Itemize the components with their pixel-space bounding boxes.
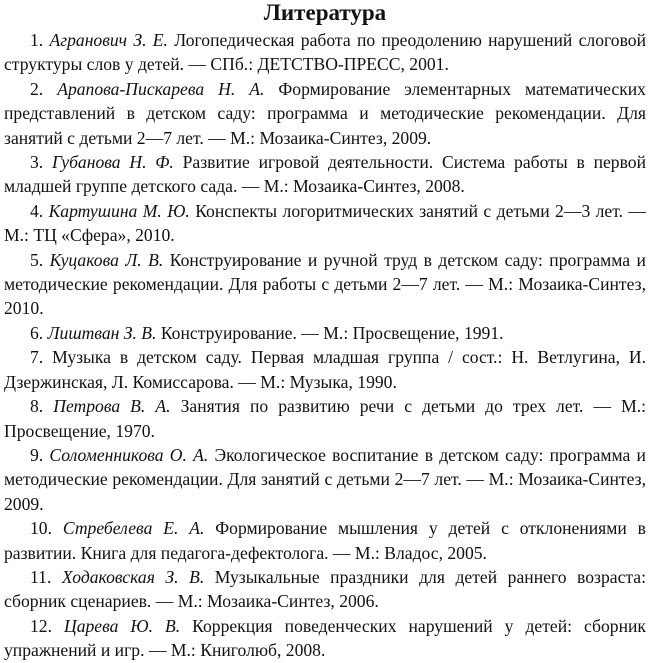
reference-text: Формирование элементарных математических представлений в детском саду: программа и методические рекомендации. Для занятий с детьми 2—7 лет. — М.: Мозаика-Синтез, 2009. — [4, 78, 646, 148]
reference-item — [4, 28, 646, 77]
reference-item — [4, 394, 646, 443]
reference-item — [4, 248, 646, 321]
reference-author: Лиштван З. В. — [47, 322, 157, 343]
reference-author: Агранович З. Е. — [49, 30, 168, 50]
reference-author: Стребелева Е. А. — [62, 518, 205, 539]
reference-item — [4, 614, 646, 663]
reference-number: 10. — [30, 518, 52, 539]
reference-number: 3. — [30, 152, 44, 173]
reference-author: Петрова В. А. — [53, 396, 171, 417]
reference-author: Губанова Н. Ф. — [52, 152, 174, 173]
reference-number: 1. — [30, 30, 44, 50]
reference-number: 8. — [30, 396, 44, 417]
reference-text: Логопедическая работа по преодолению нарушений слоговой структуры слов у детей. — СПб.: ДЕТСТВО-ПРЕСС, 2001. — [4, 30, 646, 75]
reference-author: Арапова-Пискарева Н. А. — [57, 78, 265, 99]
reference-number: 5. — [30, 249, 44, 270]
reference-author: Соломенникова О. А. — [49, 444, 209, 465]
reference-text: Развитие игровой деятельности. Система работы в первой младшей группе детского сада. — М.: Мозаика-Синтез, 2008. — [4, 152, 647, 197]
reference-text: Музыка в детском саду. Первая младшая группа / сост.: Н. Ветлугина, И. Дзержинская, Л. Комиссарова. — М.: Музыка, 1990. — [4, 347, 646, 392]
reference-text: Конструирование. — М.: Просвещение, 1991. — [160, 322, 504, 343]
reference-text: Занятия по развитию речи с детьми до трех лет. — М.: Просвещение, 1970. — [4, 396, 647, 441]
reference-text: Экологическое воспитание в детском саду: программа и методические рекомендации. Для занятий с детьми 2—7 лет. — М.: Мозаика-Синтез, 2009. — [4, 444, 646, 514]
reference-author: Царева Ю. В. — [64, 615, 181, 636]
reference-number: 7. — [30, 347, 44, 368]
reference-text: Конспекты логоритмических занятий с детьми 2—3 лет. — М.: ТЦ «Сфера», 2010. — [4, 200, 646, 246]
reference-list — [4, 28, 646, 663]
reference-item — [4, 516, 646, 565]
reference-author: Ходаковская З. В. — [61, 566, 205, 587]
reference-number: 11. — [30, 566, 52, 587]
reference-author: Куцакова Л. В. — [49, 249, 164, 270]
reference-text: Музыкальные праздники для детей раннего возраста: сборник сценариев. — М.: Мозаика-Синтез, 2006. — [4, 566, 646, 612]
reference-item — [4, 150, 646, 199]
reference-item — [4, 565, 646, 614]
reference-number: 9. — [30, 444, 44, 465]
reference-author: Картушина М. Ю. — [48, 200, 190, 221]
reference-text: Формирование мышления у детей с отклонениями в развитии. Книга для педагога-дефектолога. — М.: Владос, 2005. — [4, 518, 646, 563]
reference-text: Коррекция поведенческих нарушений у детей: сборник упражнений и игр. — М.: Книголюб, 2008. — [4, 615, 646, 661]
page-title: Литература — [263, 0, 387, 25]
reference-item — [4, 199, 646, 248]
reference-number: 4. — [30, 200, 44, 221]
reference-item — [4, 345, 646, 394]
reference-item — [4, 77, 646, 150]
reference-item — [4, 321, 646, 345]
reference-number: 12. — [30, 615, 52, 636]
reference-number: 6. — [30, 322, 44, 343]
reference-text: Конструирование и ручной труд в детском саду: программа и методические рекомендации. Для работы с детьми 2—7 лет. — М.: Мозаика-Синтез, 2010. — [4, 249, 646, 319]
reference-item — [4, 443, 646, 516]
reference-number: 2. — [30, 78, 44, 99]
